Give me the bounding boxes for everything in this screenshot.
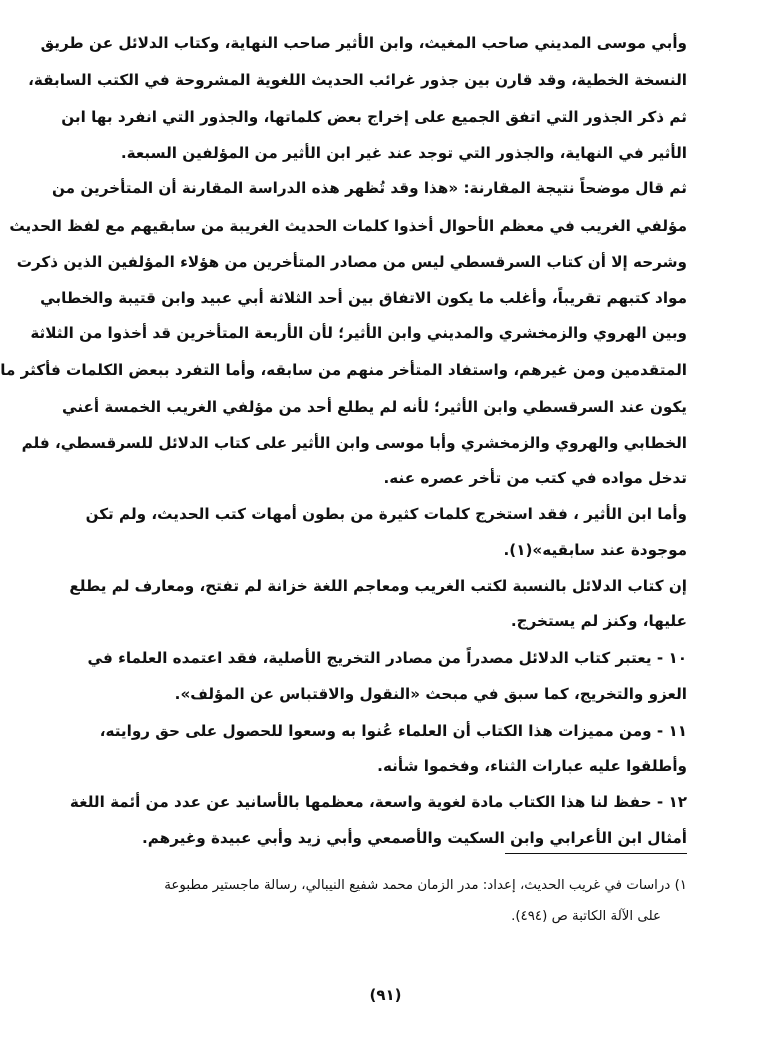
body-line: وأطلقوا عليه عبارات الثناء، وفخموا شأنه.: [377, 757, 687, 775]
body-line: وبين الهروي والزمخشري والمديني وابن الأثير؛ لأن الأربعة المتأخرين قد أخذوا من الثلاثة: [30, 324, 687, 342]
body-line: المتقدمين ومن غيرهم، واستفاد المتأخر منهم من سابقه، وأما التفرد ببعض الكلمات فأكثر ما: [0, 361, 687, 379]
body-line: وأبي موسى المديني صاحب المغيث، وابن الأثير صاحب النهاية، وكتاب الدلائل عن طريق: [40, 34, 687, 52]
body-line: العزو والتخريج، كما سبق في مبحث «النقول والاقتباس عن المؤلف».: [174, 685, 687, 703]
body-line: عليها، وكنز لم يستخرج.: [510, 612, 687, 630]
footnote-line: على الآلة الكاتبة ص (٤٩٤).: [511, 909, 661, 924]
body-line: يكون عند السرقسطي وابن الأثير؛ لأنه لم يطلع أحد من مؤلفي الغريب الخمسة أعني: [61, 398, 687, 416]
body-line: وأما ابن الأثير ، فقد استخرج كلمات كثيرة من بطون أمهات كتب الحديث، ولم تكن: [85, 505, 687, 523]
body-line: إن كتاب الدلائل بالنسبة لكتب الغريب ومعاجم اللغة خزانة لم تفتح، ومعارف لم يطلع: [69, 577, 687, 595]
body-line: النسخة الخطية، وقد قارن بين جذور غرائب الحديث اللغوية المشروحة في الكتب السابقة،: [28, 71, 687, 89]
body-line: موجودة عند سابقيه»(١).: [503, 541, 687, 559]
body-line: تدخل مواده في كتب من تأخر عصره عنه.: [383, 469, 687, 487]
body-line: وشرحه إلا أن كتاب السرقسطي ليس من مصادر المتأخرين من هؤلاء المؤلفين الذين ذكرت: [16, 253, 687, 271]
body-line: ١٠ - يعتبر كتاب الدلائل مصدراً من مصادر التخريج الأصلية، فقد اعتمده العلماء في: [87, 649, 687, 667]
footnote-separator: [505, 853, 687, 854]
footnote-line: ١) دراسات في غريب الحديث، إعداد: مدر الزمان محمد شفيع النيبالي، رسالة ماجستير مطبوعة: [164, 878, 687, 893]
body-line: مواد كتبهم تقريباً، وأغلب ما يكون الاتفاق بين أحد الثلاثة أبي عبيد وابن قتيبة والخطابي: [40, 289, 687, 307]
body-line: ١٢ - حفظ لنا هذا الكتاب مادة لغوية واسعة، معظمها بالأسانيد عن عدد من أئمة اللغة: [69, 793, 687, 811]
body-line: الخطابي والهروي والزمخشري وأبا موسى وابن الأثير على كتاب الدلائل للسرقسطي، فلم: [21, 434, 687, 452]
body-line: ثم قال موضحاً نتيجة المقارنة: «هذا وقد تُظهر هذه الدراسة المقارنة أن المتأخرين من: [51, 179, 687, 197]
body-line: مؤلفي الغريب في معظم الأحوال أخذوا كلمات الحديث الغريبة من سابقيهم مع لفظ الحديث: [9, 217, 687, 235]
body-line: ١١ - ومن مميزات هذا الكتاب أن العلماء عُنوا به وسعوا للحصول على حق روايته،: [99, 722, 687, 740]
body-line: الأثير في النهاية، والجذور التي توجد عند غير ابن الأثير من المؤلفين السبعة.: [120, 144, 687, 162]
page-number: (٩١): [369, 986, 402, 1004]
body-line: أمثال ابن الأعرابي وابن السكيت والأصمعي وأبي زيد وأبي عبيدة وغيرهم.: [141, 829, 687, 847]
body-line: ثم ذكر الجذور التي اتفق الجميع على إخراج بعض كلماتها، والجذور التي انفرد بها ابن: [61, 108, 687, 126]
